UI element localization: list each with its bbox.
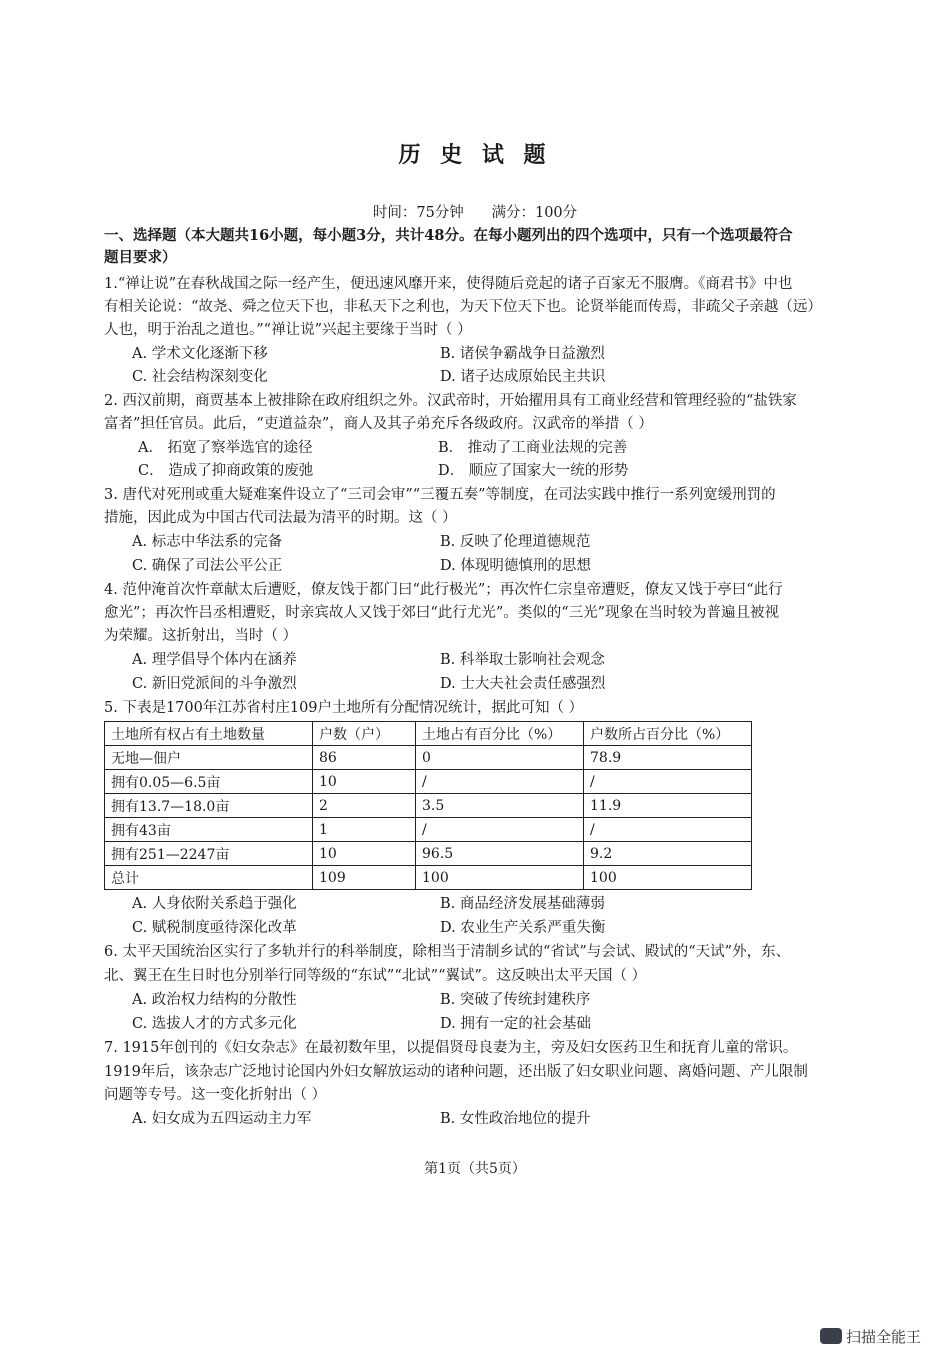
question-3-line: 措施，因此成为中国古代司法最为清平的时期。这（ ） xyxy=(104,510,457,526)
question-5-option-b: B. 商品经济发展基础薄弱 xyxy=(440,896,605,912)
exam-meta: 时间：75分钟 满分：100分 xyxy=(372,205,578,221)
question-6-line: 6. 太平天国统治区实行了多轨并行的科举制度，除相当于清制乡试的“省试”与会试、殿试的“天试”外，东、 xyxy=(104,944,791,960)
table-row xyxy=(105,818,752,842)
scanner-watermark xyxy=(820,1322,950,1345)
table-cell: 100 xyxy=(584,866,752,890)
table-header-cell: 户数所占百分比（%） xyxy=(584,722,752,746)
table-row xyxy=(105,794,752,818)
table-cell: 1 xyxy=(313,818,416,842)
table-cell: 10 xyxy=(313,842,416,866)
table-header-cell: 户数（户） xyxy=(313,722,416,746)
question-6-option-a: A. 政治权力结构的分散性 xyxy=(132,992,297,1008)
table-cell: 拥有0.05—6.5亩 xyxy=(105,770,313,794)
question-1-line: 有相关论说：“故尧、舜之位天下也，非私天下之利也，为天下位天下也。论贤举能而传焉，非疏父子亲越（远） xyxy=(104,299,822,315)
question-1-option-d: D. 诸子达成原始民主共识 xyxy=(440,369,606,385)
table-cell: 86 xyxy=(313,746,416,770)
question-4-option-d: D. 士大夫社会责任感强烈 xyxy=(440,676,606,692)
table-cell: / xyxy=(416,770,584,794)
table-cell: / xyxy=(584,770,752,794)
table-cell: 3.5 xyxy=(416,794,584,818)
table-cell: 78.9 xyxy=(584,746,752,770)
table-cell: 0 xyxy=(416,746,584,770)
question-3-line: 3. 唐代对死刑或重大疑难案件设立了“三司会审”“三覆五奏”等制度，在司法实践中推行一系列宽缓刑罚的 xyxy=(104,487,776,503)
table-cell: / xyxy=(584,818,752,842)
question-7-line: 问题等专号。这一变化折射出（ ） xyxy=(104,1087,327,1103)
question-4-option-b: B. 科举取士影响社会观念 xyxy=(440,652,605,668)
table-cell: 无地—佃户 xyxy=(105,746,313,770)
question-5-option-c: C. 赋税制度亟待深化改革 xyxy=(132,920,297,936)
table-cell: 96.5 xyxy=(416,842,584,866)
table-row xyxy=(105,866,752,890)
question-7-line: 7. 1915年创刊的《妇女杂志》在最初数年里，以提倡贤母良妻为主，旁及妇女医药卫生和抚育儿童的常识。 xyxy=(104,1040,798,1056)
question-1-option-a: A. 学术文化逐渐下移 xyxy=(132,346,268,362)
question-6-option-b: B. 突破了传统封建秩序 xyxy=(440,992,591,1008)
section-heading: 一、选择题（本大题共16小题，每小题3分，共计48分。在每小题列出的四个选项中，只有一个选项最符合 xyxy=(104,227,793,244)
question-6-option-d: D. 拥有一定的社会基础 xyxy=(440,1016,591,1032)
page-title: 历 史 试 题 xyxy=(398,142,552,168)
section-heading-cont: 题目要求） xyxy=(104,249,177,266)
table-cell: / xyxy=(416,818,584,842)
question-3-option-c: C. 确保了司法公平公正 xyxy=(132,558,283,574)
table-row xyxy=(105,746,752,770)
table-cell: 拥有13.7—18.0亩 xyxy=(105,794,313,818)
question-4-line: 4. 范仲淹首次忤章献太后遭贬，僚友饯于都门曰“此行极光”；再次忤仁宗皇帝遭贬，僚友又饯于亭曰“此行 xyxy=(104,582,783,598)
question-4-line: 为荣耀。这折射出，当时（ ） xyxy=(104,628,298,644)
question-4-line: 愈光”；再次忤吕丞相遭贬，时亲宾故人又饯于郊曰“此行尤光”。类似的“三光”现象在当时较为普遍且被视 xyxy=(104,605,780,621)
table-cell: 11.9 xyxy=(584,794,752,818)
question-1-option-b: B. 诸侯争霸战争日益激烈 xyxy=(440,346,605,362)
question-7-line: 1919年后，该杂志广泛地讨论国内外妇女解放运动的诸种问题，还出版了妇女职业问题、离婚问题、产儿限制 xyxy=(104,1064,808,1080)
table-header-row xyxy=(105,722,752,746)
question-4-option-c: C. 新旧党派间的斗争激烈 xyxy=(132,676,297,692)
question-3-option-d: D. 体现明德慎刑的思想 xyxy=(440,558,591,574)
question-6-option-c: C. 选拔人才的方式多元化 xyxy=(132,1016,297,1032)
question-1-line: 人也，明于治乱之道也。”“禅让说”兴起主要缘于当时（ ） xyxy=(104,322,472,338)
question-2-option-a: A． 拓宽了察举选官的途径 xyxy=(138,440,313,456)
table-header-cell: 土地占有百分比（%） xyxy=(416,722,584,746)
question-5-line: 5. 下表是1700年江苏省村庄109户土地所有分配情况统计，据此可知（ ） xyxy=(104,700,584,716)
table-cell: 9.2 xyxy=(584,842,752,866)
question-3-option-b: B. 反映了伦理道德规范 xyxy=(440,534,591,550)
scanner-watermark-text: 扫描全能王 xyxy=(846,1328,922,1345)
question-1-option-c: C. 社会结构深刻变化 xyxy=(132,369,268,385)
question-2-option-b: B． 推动了工商业法规的完善 xyxy=(438,440,628,456)
table-row xyxy=(105,842,752,866)
question-1-line: 1.“禅让说”在春秋战国之际一经产生，便迅速风靡开来，使得随后竞起的诸子百家无不服膺。《商君书》中也 xyxy=(104,276,793,292)
table-cell: 100 xyxy=(416,866,584,890)
table-cell: 10 xyxy=(313,770,416,794)
table-header-cell: 土地所有权占有土地数量 xyxy=(105,722,313,746)
question-2-line: 2. 西汉前期，商贾基本上被排除在政府组织之外。汉武帝时，开始擢用具有工商业经营和管理经验的“盐铁家 xyxy=(104,393,797,409)
table-cell: 2 xyxy=(313,794,416,818)
table-cell: 109 xyxy=(313,866,416,890)
question-2-line: 富者”担任官员。此后，“吏道益杂”，商人及其子弟充斥各级政府。汉武帝的举措（ ） xyxy=(104,416,653,432)
question-7-option-a: A. 妇女成为五四运动主力军 xyxy=(132,1111,312,1127)
question-7-option-b: B. 女性政治地位的提升 xyxy=(440,1111,591,1127)
table-cell: 拥有251—2247亩 xyxy=(105,842,313,866)
land-distribution-table xyxy=(104,721,752,890)
question-6-line: 北、翼王在生日时也分别举行同等级的“东试”“北试”“翼试”。这反映出太平天国（ ） xyxy=(104,968,647,984)
table-row xyxy=(105,770,752,794)
question-4-option-a: A. 理学倡导个体内在涵养 xyxy=(132,652,297,668)
table-cell: 拥有43亩 xyxy=(105,818,313,842)
question-5-option-a: A. 人身依附关系趋于强化 xyxy=(132,896,297,912)
table-cell: 总计 xyxy=(105,866,313,890)
question-5-option-d: D. 农业生产关系严重失衡 xyxy=(440,920,606,936)
page-number: 第1页（共5页） xyxy=(424,1161,526,1177)
question-2-option-c: C． 造成了抑商政策的废弛 xyxy=(138,463,314,479)
scanner-logo-icon xyxy=(820,1328,842,1344)
question-3-option-a: A. 标志中华法系的完备 xyxy=(132,534,283,550)
question-2-option-d: D． 顺应了国家大一统的形势 xyxy=(438,463,629,479)
